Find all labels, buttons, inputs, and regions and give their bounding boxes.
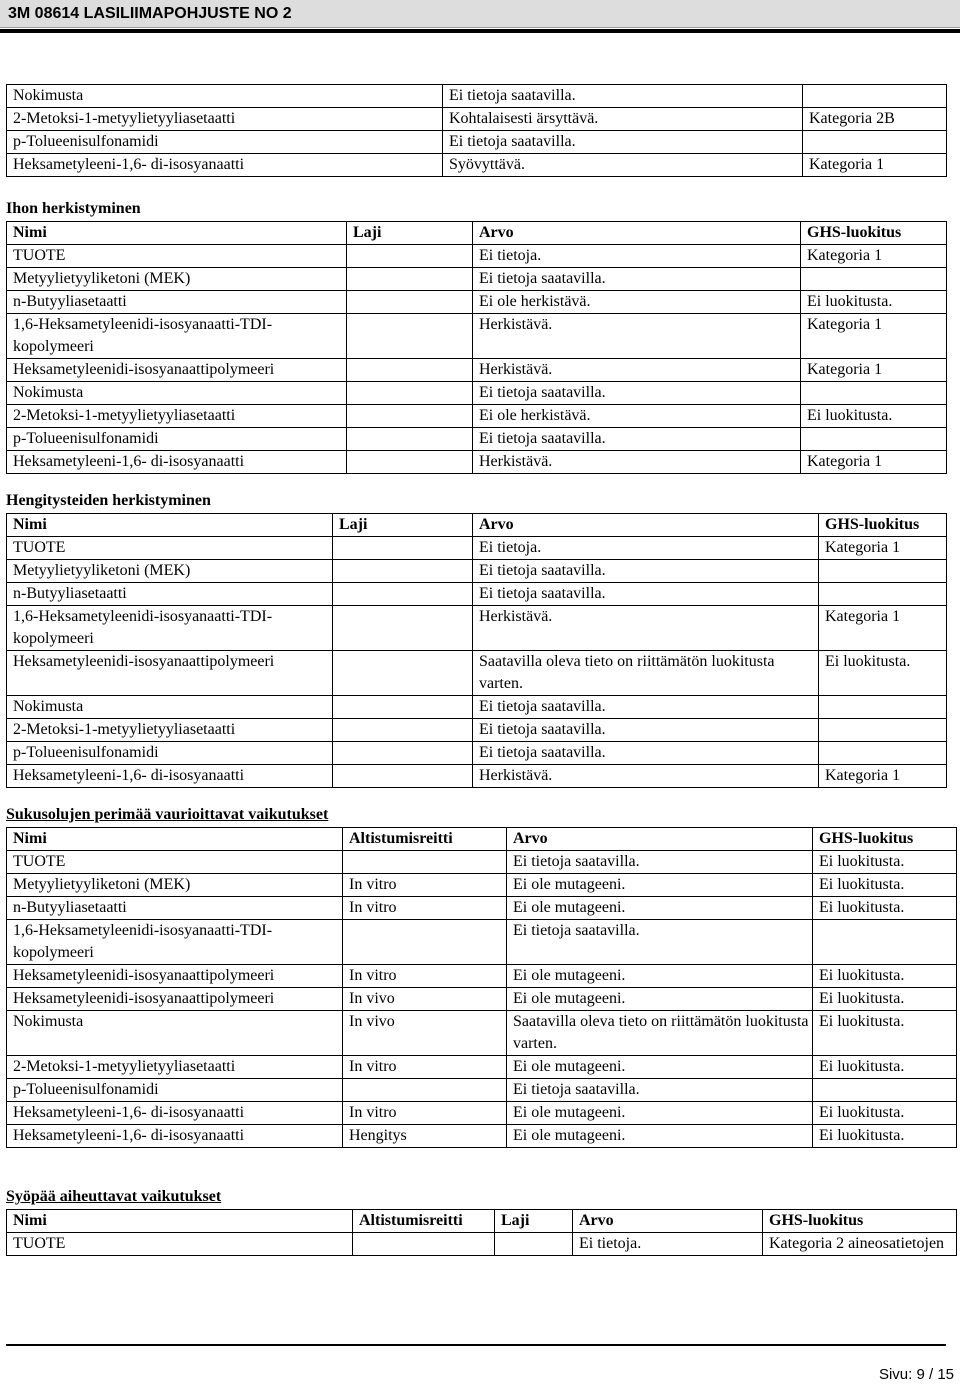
section-title-carcinogenicity: Syöpää aiheuttavat vaikutukset: [6, 1188, 222, 1205]
table-cell: Ei luokitusta.: [813, 1102, 957, 1125]
column-header: Arvo: [573, 1210, 763, 1233]
table-cell: Ei tietoja saatavilla.: [473, 428, 801, 451]
table-cell: Ei tietoja saatavilla.: [473, 382, 801, 405]
table-row: [7, 131, 947, 154]
table-cell: Ei tietoja saatavilla.: [473, 719, 819, 742]
table-cell: [813, 920, 957, 965]
respiratory-sensitization-table: [6, 513, 947, 788]
section-title-skin-sensitization: Ihon herkistyminen: [6, 200, 141, 217]
table-row: [7, 291, 947, 314]
table-cell: 2-Metoksi-1-metyylietyyliasetaatti: [7, 719, 333, 742]
table-row: [7, 108, 947, 131]
table-row: [7, 897, 957, 920]
table-cell: Herkistävä.: [473, 314, 801, 359]
table-cell: Saatavilla oleva tieto on riittämätön luokitusta varten.: [507, 1011, 813, 1056]
table-cell: In vitro: [343, 965, 507, 988]
table-cell: Ei tietoja saatavilla.: [507, 1079, 813, 1102]
table-cell: Ei ole herkistävä.: [473, 405, 801, 428]
table-cell: TUOTE: [7, 245, 347, 268]
table-cell: Ei tietoja saatavilla.: [507, 851, 813, 874]
column-header: GHS-luokitus: [813, 828, 957, 851]
carcinogenicity-table: [6, 1209, 957, 1256]
table-cell: [347, 405, 473, 428]
table-row: [7, 719, 947, 742]
header-rule: [0, 29, 960, 33]
table-cell: [819, 742, 947, 765]
sensitization-continuation-table: [6, 84, 947, 177]
table-cell: [819, 696, 947, 719]
table-cell: Ei tietoja.: [573, 1233, 763, 1256]
table-header-row: [7, 1210, 957, 1233]
table-cell: Ei tietoja saatavilla.: [473, 583, 819, 606]
table-cell: [801, 428, 947, 451]
table-row: [7, 451, 947, 474]
table-cell: Ei ole mutageeni.: [507, 1056, 813, 1079]
table-cell: Ei luokitusta.: [801, 291, 947, 314]
table-cell: Heksametyleenidi-isosyanaattipolymeeri: [7, 988, 343, 1011]
table-cell: Herkistävä.: [473, 359, 801, 382]
table-cell: [343, 851, 507, 874]
table-cell: [333, 696, 473, 719]
table-cell: Ei tietoja saatavilla.: [473, 268, 801, 291]
table-cell: [813, 1079, 957, 1102]
table-cell: Heksametyleeni-1,6- di-isosyanaatti: [7, 1125, 343, 1148]
table-cell: Herkistävä.: [473, 451, 801, 474]
table-cell: Ei luokitusta.: [813, 874, 957, 897]
table-cell: n-Butyyliasetaatti: [7, 897, 343, 920]
table-row: [7, 359, 947, 382]
section-title-respiratory-sensitization: Hengitysteiden herkistyminen: [6, 492, 211, 509]
table-cell: n-Butyyliasetaatti: [7, 291, 347, 314]
table-cell: [333, 537, 473, 560]
table-row: [7, 560, 947, 583]
table-cell: [333, 742, 473, 765]
table-cell: 1,6-Heksametyleenidi-isosyanaatti-TDI-kopolymeeri: [7, 314, 347, 359]
skin-sensitization-table: [6, 221, 947, 474]
table-cell: [347, 359, 473, 382]
table-row: [7, 1056, 957, 1079]
table-cell: [803, 85, 947, 108]
table-row: [7, 1102, 957, 1125]
table-cell: Heksametyleeni-1,6- di-isosyanaatti: [7, 451, 347, 474]
table-cell: 1,6-Heksametyleenidi-isosyanaatti-TDI-kopolymeeri: [7, 920, 343, 965]
table-cell: [347, 245, 473, 268]
table-cell: Ei ole mutageeni.: [507, 1125, 813, 1148]
table-row: [7, 85, 947, 108]
table-cell: Ei luokitusta.: [813, 988, 957, 1011]
table-cell: 1,6-Heksametyleenidi-isosyanaatti-TDI-kopolymeeri: [7, 606, 333, 651]
table-cell: Nokimusta: [7, 382, 347, 405]
table-cell: In vitro: [343, 1056, 507, 1079]
table-cell: [333, 719, 473, 742]
table-row: [7, 537, 947, 560]
table-cell: p-Tolueenisulfonamidi: [7, 742, 333, 765]
table-header-row: [7, 828, 957, 851]
table-cell: Ei tietoja saatavilla.: [507, 920, 813, 965]
table-cell: Ei ole mutageeni.: [507, 965, 813, 988]
table-cell: Heksametyleenidi-isosyanaattipolymeeri: [7, 651, 333, 696]
table-cell: [801, 268, 947, 291]
table-cell: Nokimusta: [7, 1011, 343, 1056]
table-row: [7, 382, 947, 405]
table-row: [7, 1011, 957, 1056]
table-cell: p-Tolueenisulfonamidi: [7, 131, 443, 154]
table-cell: p-Tolueenisulfonamidi: [7, 1079, 343, 1102]
table-cell: In vitro: [343, 874, 507, 897]
table-cell: Ei luokitusta.: [819, 651, 947, 696]
table-cell: n-Butyyliasetaatti: [7, 583, 333, 606]
column-header: Arvo: [473, 514, 819, 537]
table-cell: Kohtalaisesti ärsyttävä.: [443, 108, 803, 131]
table-header-row: [7, 514, 947, 537]
table-cell: TUOTE: [7, 851, 343, 874]
table-cell: Heksametyleeni-1,6- di-isosyanaatti: [7, 765, 333, 788]
table-cell: 2-Metoksi-1-metyylietyyliasetaatti: [7, 405, 347, 428]
table-cell: Ei tietoja.: [473, 245, 801, 268]
table-cell: Ei luokitusta.: [801, 405, 947, 428]
column-header: Nimi: [7, 514, 333, 537]
table-row: [7, 314, 947, 359]
table-cell: [333, 583, 473, 606]
table-cell: [333, 606, 473, 651]
table-cell: In vitro: [343, 1102, 507, 1125]
table-cell: Nokimusta: [7, 85, 443, 108]
table-cell: Kategoria 2B: [803, 108, 947, 131]
table-cell: Ei tietoja.: [473, 537, 819, 560]
table-row: [7, 965, 957, 988]
table-row: [7, 606, 947, 651]
column-header: Laji: [495, 1210, 573, 1233]
footer-rule: [6, 1344, 946, 1346]
table-cell: [819, 560, 947, 583]
column-header: Arvo: [507, 828, 813, 851]
table-cell: Metyylietyyliketoni (MEK): [7, 560, 333, 583]
table-cell: Kategoria 1: [819, 537, 947, 560]
column-header: GHS-luokitus: [819, 514, 947, 537]
column-header: Nimi: [7, 222, 347, 245]
column-header: Nimi: [7, 828, 343, 851]
table-cell: Saatavilla oleva tieto on riittämätön luokitusta varten.: [473, 651, 819, 696]
table-row: [7, 765, 947, 788]
table-cell: [343, 920, 507, 965]
table-row: [7, 988, 957, 1011]
column-header: GHS-luokitus: [763, 1210, 957, 1233]
table-cell: Herkistävä.: [473, 606, 819, 651]
table-cell: [803, 131, 947, 154]
table-cell: [801, 382, 947, 405]
table-cell: Syövyttävä.: [443, 154, 803, 177]
table-cell: Kategoria 1: [819, 765, 947, 788]
table-cell: p-Tolueenisulfonamidi: [7, 428, 347, 451]
table-cell: TUOTE: [7, 1233, 353, 1256]
table-cell: Ei tietoja saatavilla.: [443, 131, 803, 154]
table-cell: Heksametyleenidi-isosyanaattipolymeeri: [7, 965, 343, 988]
table-cell: [333, 651, 473, 696]
table-cell: Nokimusta: [7, 696, 333, 719]
table-row: [7, 874, 957, 897]
table-cell: Metyylietyyliketoni (MEK): [7, 268, 347, 291]
table-cell: Ei ole herkistävä.: [473, 291, 801, 314]
table-row: [7, 651, 947, 696]
table-cell: [333, 560, 473, 583]
table-cell: In vivo: [343, 988, 507, 1011]
table-cell: Kategoria 1: [819, 606, 947, 651]
table-cell: Heksametyleeni-1,6- di-isosyanaatti: [7, 154, 443, 177]
table-row: [7, 696, 947, 719]
table-cell: [819, 719, 947, 742]
document-title: 3M 08614 LASILIIMAPOHJUSTE NO 2: [8, 5, 292, 22]
table-cell: [333, 765, 473, 788]
table-row: [7, 920, 957, 965]
table-cell: Ei tietoja saatavilla.: [473, 696, 819, 719]
table-cell: [495, 1233, 573, 1256]
table-cell: Ei luokitusta.: [813, 851, 957, 874]
table-cell: [819, 583, 947, 606]
table-cell: Ei ole mutageeni.: [507, 988, 813, 1011]
column-header: Laji: [347, 222, 473, 245]
table-row: [7, 268, 947, 291]
table-cell: Kategoria 1: [801, 359, 947, 382]
column-header: Laji: [333, 514, 473, 537]
table-cell: [347, 291, 473, 314]
table-row: [7, 405, 947, 428]
table-cell: Ei luokitusta.: [813, 897, 957, 920]
table-cell: Kategoria 1: [803, 154, 947, 177]
table-cell: [347, 268, 473, 291]
table-cell: Kategoria 2 aineosatietojen: [763, 1233, 957, 1256]
table-cell: Ei luokitusta.: [813, 1056, 957, 1079]
table-row: [7, 428, 947, 451]
table-cell: Ei luokitusta.: [813, 965, 957, 988]
table-row: [7, 583, 947, 606]
table-cell: Heksametyleeni-1,6- di-isosyanaatti: [7, 1102, 343, 1125]
table-cell: Ei ole mutageeni.: [507, 874, 813, 897]
column-header: Altistumisreitti: [353, 1210, 495, 1233]
table-cell: 2-Metoksi-1-metyylietyyliasetaatti: [7, 1056, 343, 1079]
document-header: [0, 0, 960, 28]
table-cell: Ei luokitusta.: [813, 1011, 957, 1056]
table-cell: Ei tietoja saatavilla.: [473, 742, 819, 765]
column-header: GHS-luokitus: [801, 222, 947, 245]
table-cell: Metyylietyyliketoni (MEK): [7, 874, 343, 897]
table-cell: Ei ole mutageeni.: [507, 897, 813, 920]
column-header: Altistumisreitti: [343, 828, 507, 851]
table-cell: Hengitys: [343, 1125, 507, 1148]
table-row: [7, 1125, 957, 1148]
table-row: [7, 245, 947, 268]
page-number: Sivu: 9 / 15: [878, 1366, 954, 1383]
table-cell: Herkistävä.: [473, 765, 819, 788]
table-row: [7, 851, 957, 874]
table-cell: 2-Metoksi-1-metyylietyyliasetaatti: [7, 108, 443, 131]
table-cell: TUOTE: [7, 537, 333, 560]
table-row: [7, 1079, 957, 1102]
table-cell: Kategoria 1: [801, 245, 947, 268]
table-cell: [347, 314, 473, 359]
table-row: [7, 742, 947, 765]
table-cell: In vitro: [343, 897, 507, 920]
table-cell: Kategoria 1: [801, 451, 947, 474]
table-cell: [343, 1079, 507, 1102]
table-cell: [353, 1233, 495, 1256]
column-header: Arvo: [473, 222, 801, 245]
table-cell: Kategoria 1: [801, 314, 947, 359]
column-header: Nimi: [7, 1210, 353, 1233]
table-cell: [347, 451, 473, 474]
table-cell: [347, 428, 473, 451]
table-cell: Heksametyleenidi-isosyanaattipolymeeri: [7, 359, 347, 382]
table-row: [7, 1233, 957, 1256]
table-cell: [347, 382, 473, 405]
table-cell: Ei tietoja saatavilla.: [473, 560, 819, 583]
table-cell: Ei luokitusta.: [813, 1125, 957, 1148]
table-row: [7, 154, 947, 177]
table-cell: In vivo: [343, 1011, 507, 1056]
germ-cell-mutagenicity-table: [6, 827, 957, 1148]
section-title-germ-cell-mutagenicity: Sukusolujen perimää vaurioittavat vaikutukset: [6, 806, 329, 823]
table-header-row: [7, 222, 947, 245]
table-cell: Ei ole mutageeni.: [507, 1102, 813, 1125]
table-cell: Ei tietoja saatavilla.: [443, 85, 803, 108]
